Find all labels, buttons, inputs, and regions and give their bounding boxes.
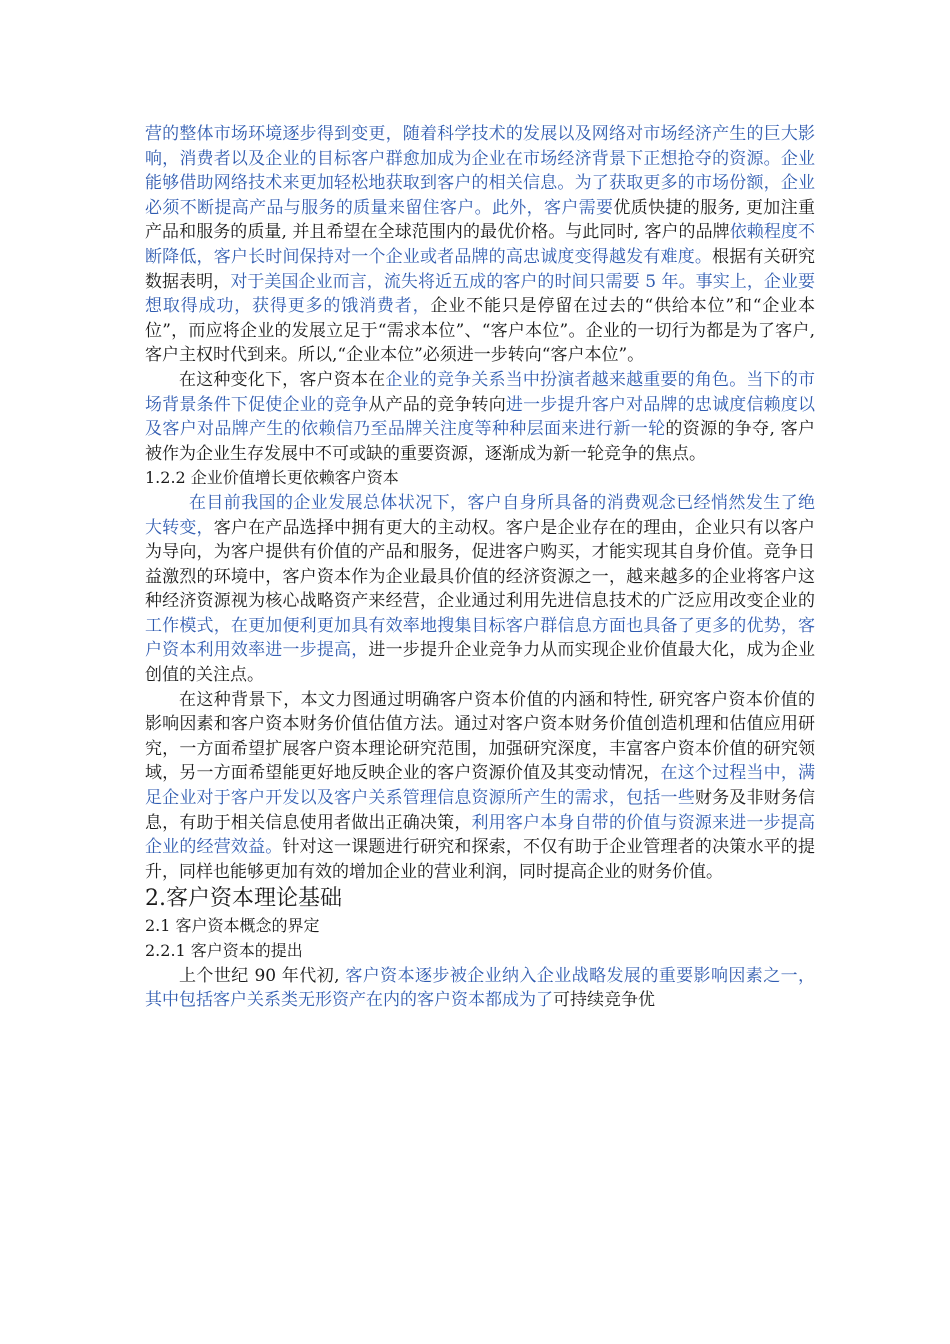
text-run: 依赖程度不断降低，客户长时间保持对一个企业或者品牌的高忠诚度变得越发有难度。 [145, 222, 815, 267]
text-run: 针对这一课题进行研究和探索，不仅有助于企业管理者的决策水平的提升，同样也能够更加有效的增加企业的营业利润，同时提高企业的财务价值。 [145, 837, 816, 882]
text-run: 根据有关研究数据表明， [145, 246, 815, 292]
document-page [145, 122, 815, 1013]
text-run: 在这种变化下，客户资本在 [179, 369, 386, 390]
text-run: 进一步提升企业竞争力从而实现企业价值最大化，成为企业创值的关注点。 [145, 640, 816, 686]
paragraph-2 [145, 368, 815, 466]
text-run: 企业不能只是停留在过去的“供给本位”和“企业本位”，而应将企业的发展立足于“需求本位”、“客户本位”。企业的一切行为都是为了客户, 客户主权时代到来。所以,“企业本位”必须进一步转向“客户本位”。 [145, 296, 816, 366]
text-run: 在目前我国的企业发展总体状况下，客户自身所具备的消费观念已经悄然发生了绝大转变， [145, 492, 815, 538]
text-run: 利用客户本身自带的价值与资源来进一步提高企业的经营效益。 [145, 812, 815, 858]
paragraph-1 [145, 122, 815, 368]
text-run: 从产品的竞争转向 [368, 394, 506, 415]
text-run: 企业的竞争关系当中扮演者越来越重要的角色。当下的市场背景条件下促使企业的竞争 [145, 369, 816, 415]
section-heading-2-1: 2.1 客户资本概念的界定 [145, 916, 320, 936]
text-run: 上个世纪 90 年代初, [179, 965, 346, 986]
paragraph-4 [145, 688, 815, 885]
text-run: 客户在产品选择中拥有更大的主动权。客户是企业存在的理由，企业只有以客户为导向，为客户提供有价值的产品和服务，促进客户购买，才能实现其自身价值。竞争日益激烈的环境中，客户资本作为企业最具价值的经济资源之一，越来越多的企业将客户这种经济资源视为核心战略资产来经营，企业通过利用先进信息技术的广泛应用改变企业的 [145, 517, 816, 612]
text-run: 对于美国企业而言，流失将近五成的客户的时间只需要 5 年。事实上，企业要想取得成功，获得更多的饿消费者， [145, 271, 816, 317]
text-run: 营的整体市场环境逐步得到变更，随着科学技术的发展以及网络对市场经济产生的巨大影响，消费者以及企业的目标客户群愈加成为企业在市场经济背景下正想抢夺的资源。企业能够借助网络技术来更加轻松地获取到客户的相关信息。为了获取更多的市场份额，企业必须不断提高产品与服务的质量来留住客户。此外，客户需要 [145, 124, 815, 218]
text-run: 优质快捷的服务, 更加注重产品和服务的质量, 并且希望在全球范围内的最优价格。与此同时, 客户的品牌 [145, 197, 815, 243]
text-run: 进一步提升客户对品牌的忠诚度信赖度以及客户对品牌产生的依赖信乃至品牌关注度等种种层面来进行新一轮 [145, 394, 816, 440]
text-run: 的资源的争夺, 客户被作为企业生存发展中不可或缺的重要资源，逐渐成为新一轮竞争的焦点。 [145, 419, 816, 464]
section-heading-2-2-1: 2.2.1 客户资本的提出 [145, 941, 303, 960]
section-heading-1-2-2: 1.2.2 企业价值增长更依赖客户资本 [145, 468, 399, 488]
chapter-heading-2: 2.客户资本理论基础 [145, 886, 342, 912]
text-run: 在这种背景下，本文力图通过明确客户资本价值的内涵和特性, 研究客户资本价值的影响因素和客户资本财务价值估值方法。通过对客户资本财务价值创造机理和估值应用研究，一方面希望扩展客户资本理论研究范围，加强研究深度，丰富客户资本价值的研究领域，另一方面希望能更好地反映企业的客户资源价值及其变动情况， [145, 689, 815, 784]
text-run: 客户资本逐步被企业纳入企业战略发展的重要影响因素之一，其中包括客户关系类无形资产在内的客户资本都成为了 [145, 965, 816, 1011]
paragraph-5 [145, 964, 815, 1013]
paragraph-3 [145, 491, 815, 688]
text-run: 工作模式，在更加便利更加具有效率地搜集目标客户群信息方面也具备了更多的优势，客户资本利用效率进一步提高， [145, 615, 815, 661]
text-run: 可持续竞争优 [553, 990, 655, 1011]
text-run: 在这个过程当中，满足企业对于客户开发以及客户关系管理信息资源所产生的需求，包括一些 [145, 763, 816, 809]
text-run: 财务及非财务信息，有助于相关信息使用者做出正确决策， [145, 788, 816, 833]
